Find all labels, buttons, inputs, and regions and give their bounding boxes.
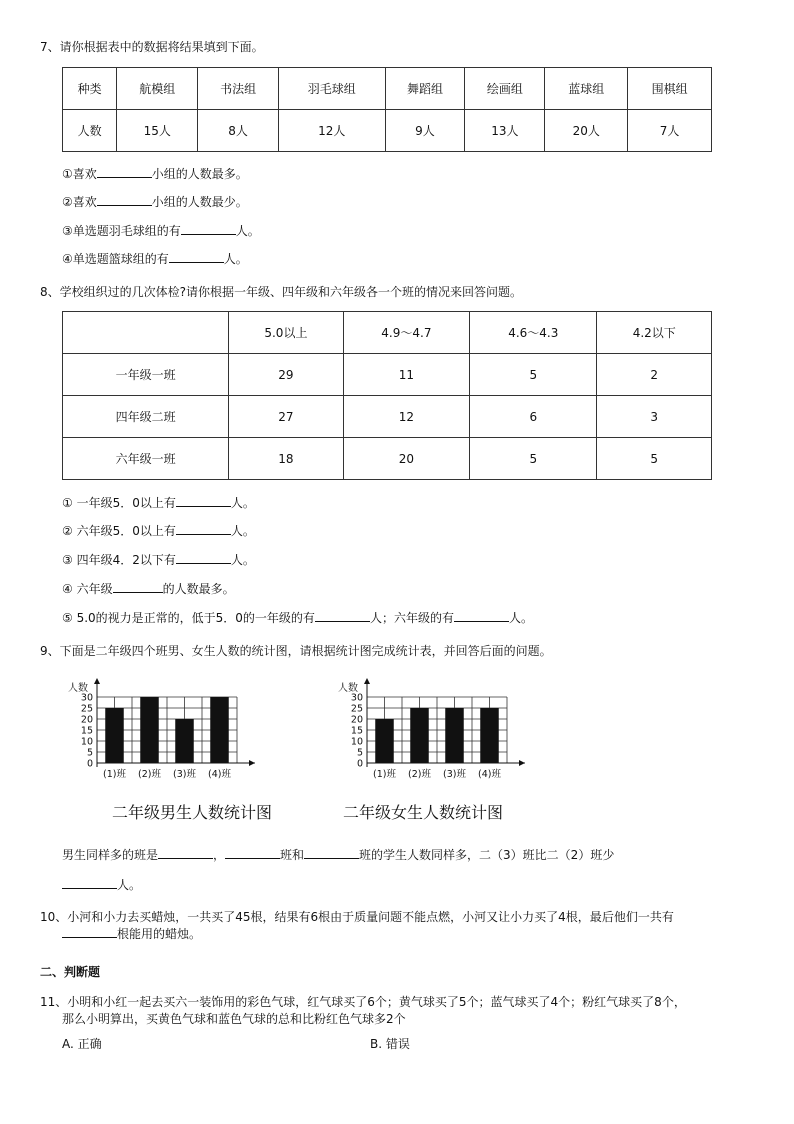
item-text: ， (213, 848, 226, 862)
answer-blank[interactable] (304, 847, 359, 859)
table-cell: 8人 (198, 110, 279, 152)
table-cell: 书法组 (198, 68, 279, 110)
boys-bar-chart (60, 676, 260, 788)
y-tick-label: 5 (356, 747, 363, 759)
table-cell: 29 (229, 354, 343, 396)
answer-blank[interactable] (454, 610, 509, 622)
item-text: 根能用的蜡烛。 (117, 927, 202, 941)
y-tick-label: 15 (350, 725, 363, 737)
answer-blank[interactable] (176, 495, 231, 507)
item-text: 人。 (230, 524, 255, 538)
table-cell: 11 (343, 354, 469, 396)
q8-item-1 (62, 494, 255, 511)
table-cell: 航模组 (117, 68, 198, 110)
item-text: 人。 (117, 878, 142, 892)
item-text: 人。 (230, 553, 255, 567)
bar (375, 719, 394, 763)
y-axis-arrow-icon (364, 678, 370, 684)
y-tick-label: 25 (80, 703, 93, 715)
answer-blank[interactable] (97, 166, 152, 178)
table-cell: 5 (597, 438, 712, 480)
bar (140, 697, 159, 763)
table-cell: 绘画组 (465, 68, 545, 110)
item-text: 人。 (235, 224, 260, 238)
table-cell: 7人 (628, 110, 712, 152)
y-tick-label: 10 (350, 736, 363, 748)
table-cell: 5 (470, 354, 597, 396)
table-cell: 20 (343, 438, 469, 480)
item-text: 男生同样多的班是 (62, 848, 159, 862)
y-tick-label: 0 (86, 758, 93, 770)
girls-chart-title: 二年级女生人数统计图 (343, 803, 504, 822)
q7-title: 7、请你根据表中的数据将结果填到下面。 (40, 40, 264, 54)
bar (175, 719, 194, 763)
q8-item-5 (62, 609, 533, 626)
q10-line-1: 10、小河和小力去买蜡烛，一共买了45根，结果有6根由于质量问题不能点燃，小河又让小力买了4根，最后他们一共有 (40, 910, 674, 924)
bar (105, 708, 124, 763)
q8-item-4 (62, 580, 235, 597)
y-tick-label: 25 (350, 703, 363, 715)
girls-bar-chart (330, 676, 530, 788)
table-cell: 27 (229, 396, 343, 438)
item-text: ④单选题篮球组的有 (62, 252, 169, 266)
x-axis-arrow-icon (519, 760, 525, 766)
table-cell: 羽毛球组 (279, 68, 385, 110)
table-cell: 5 (470, 438, 597, 480)
q9-line-2 (62, 876, 141, 893)
item-text: 班和 (280, 848, 305, 862)
y-tick-label: 10 (80, 736, 93, 748)
q11-line-2: 那么小明算出，买黄色气球和蓝色气球的总和比粉红色气球多2个 (62, 1012, 406, 1026)
table-row (63, 354, 712, 396)
option-a[interactable]: A. 正确 (62, 1037, 102, 1051)
bar (445, 708, 464, 763)
table-cell: 9人 (385, 110, 465, 152)
table-cell: 4.9～4.7 (343, 312, 469, 354)
item-text: ③ 四年级4．2以下有 (62, 553, 176, 567)
table-cell: 种类 (63, 68, 117, 110)
table-cell: 4.2以下 (597, 312, 712, 354)
y-tick-label: 5 (86, 747, 93, 759)
table-row (63, 396, 712, 438)
table-cell (63, 312, 229, 354)
answer-blank[interactable] (176, 523, 231, 535)
x-axis-arrow-icon (249, 760, 255, 766)
x-tick-label: (1)班 (103, 769, 126, 780)
item-text: 人。 (230, 496, 255, 510)
x-tick-label: (4)班 (208, 769, 231, 780)
table-cell: 20人 (545, 110, 628, 152)
item-text: 小组的人数最多。 (151, 167, 248, 181)
table-cell: 15人 (117, 110, 198, 152)
table-cell: 六年级一班 (63, 438, 229, 480)
item-text: ⑤ 5.0的视力是正常的，低于5．0的一年级的有 (62, 611, 315, 625)
answer-blank[interactable] (315, 610, 370, 622)
q8-item-3 (62, 551, 255, 568)
y-axis-arrow-icon (94, 678, 100, 684)
table-cell: 蓝球组 (545, 68, 628, 110)
table-cell: 12 (343, 396, 469, 438)
table-cell: 18 (229, 438, 343, 480)
table-cell: 3 (597, 396, 712, 438)
item-text: 小组的人数最少。 (151, 195, 248, 209)
x-tick-label: (3)班 (443, 769, 466, 780)
q8-title: 8、学校组织过的几次体检?请你根据一年级、四年级和六年级各一个班的情况来回答问题。 (40, 285, 523, 299)
q7-item-3 (62, 222, 260, 239)
y-tick-label: 30 (350, 692, 363, 704)
answer-blank[interactable] (176, 552, 231, 564)
table-cell: 5.0以上 (229, 312, 343, 354)
x-tick-label: (2)班 (408, 769, 431, 780)
item-text: 人；六年级的有 (369, 611, 454, 625)
item-text: ③单选题羽毛球组的有 (62, 224, 181, 238)
q9-line-1 (62, 846, 614, 863)
table-cell: 人数 (63, 110, 117, 152)
q7-data-row (63, 110, 712, 152)
boys-chart-title: 二年级男生人数统计图 (112, 803, 273, 822)
x-tick-label: (4)班 (478, 769, 501, 780)
table-cell: 6 (470, 396, 597, 438)
x-tick-label: (2)班 (138, 769, 161, 780)
bar (210, 697, 229, 763)
item-text: ① 一年级5．0以上有 (62, 496, 176, 510)
answer-blank[interactable] (113, 581, 163, 593)
q10-line-2 (62, 925, 201, 942)
q7-item-2 (62, 193, 248, 210)
item-text: 的人数最多。 (162, 582, 235, 596)
q8-table (62, 311, 712, 480)
y-tick-label: 0 (356, 758, 363, 770)
table-row (63, 438, 712, 480)
table-cell: 围棋组 (628, 68, 712, 110)
bar (480, 708, 499, 763)
q7-item-1 (62, 165, 248, 182)
q11-line-1: 11、小明和小红一起去买六一装饰用的彩色气球，红气球买了6个；黄气球买了5个；蓝气球买了4个；粉红气球买了8个， (40, 995, 686, 1009)
item-text: ④ 六年级 (62, 582, 113, 596)
x-tick-label: (3)班 (173, 769, 196, 780)
q7-table (62, 67, 712, 152)
table-cell: 13人 (465, 110, 545, 152)
item-text: 班的学生人数同样多，二（3）班比二（2）班少 (359, 848, 615, 862)
q8-item-2 (62, 522, 255, 539)
table-cell: 2 (597, 354, 712, 396)
q9-title: 9、下面是二年级四个班男、女生人数的统计图，请根据统计图完成统计表，并回答后面的问题。 (40, 644, 552, 658)
bar (410, 708, 429, 763)
answer-blank[interactable] (62, 926, 117, 938)
table-cell: 4.6～4.3 (470, 312, 597, 354)
table-cell: 舞蹈组 (385, 68, 465, 110)
q8-header-row (63, 312, 712, 354)
x-tick-label: (1)班 (373, 769, 396, 780)
q7-item-4 (62, 250, 248, 267)
item-text: ①喜欢 (62, 167, 97, 181)
y-tick-label: 15 (80, 725, 93, 737)
item-text: ② 六年级5．0以上有 (62, 524, 176, 538)
y-axis-label: 人数 (338, 683, 358, 694)
y-axis-label: 人数 (68, 683, 88, 694)
answer-blank[interactable] (225, 847, 280, 859)
table-cell: 一年级一班 (63, 354, 229, 396)
answer-blank[interactable] (158, 847, 213, 859)
answer-blank[interactable] (169, 251, 224, 263)
answer-blank[interactable] (97, 194, 152, 206)
y-tick-label: 20 (80, 714, 93, 726)
y-tick-label: 30 (80, 692, 93, 704)
item-text: 人。 (508, 611, 533, 625)
answer-blank[interactable] (62, 877, 117, 889)
item-text: 人。 (223, 252, 248, 266)
table-cell: 12人 (279, 110, 385, 152)
answer-blank[interactable] (181, 223, 236, 235)
y-tick-label: 20 (350, 714, 363, 726)
section-heading: 二、判断题 (40, 965, 101, 979)
option-b[interactable]: B. 错误 (370, 1037, 410, 1051)
table-cell: 四年级二班 (63, 396, 229, 438)
q7-header-row (63, 68, 712, 110)
item-text: ②喜欢 (62, 195, 97, 209)
